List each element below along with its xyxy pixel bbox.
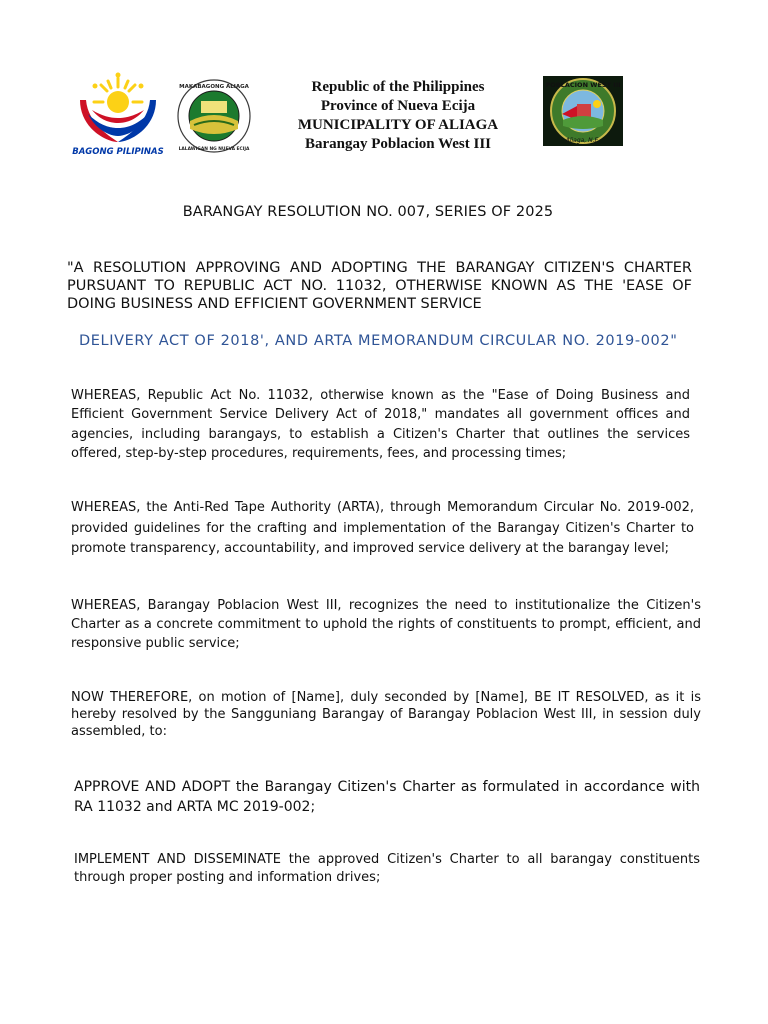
document-letterhead bbox=[270, 78, 526, 154]
whereas-clause-1: WHEREAS, Republic Act No. 11032, otherwise known as the "Ease of Doing Business and Efficient Government Service Delivery Act of 2018," mandates all government offices and agencies, including barangays, to establish a Citizen's Charter that outlines the services offered, step-by-step procedures, requirements, fees, and processing times; bbox=[71, 388, 690, 461]
letterhead-republic: Republic of the Philippines bbox=[311, 79, 485, 95]
now-therefore-clause: NOW THEREFORE, on motion of [Name], duly seconded by [Name], BE IT RESOLVED, as it is hereby resolved by the Sangguniang Barangay of Barangay Poblacion West III, in session duly assembled, to: bbox=[71, 690, 701, 739]
letterhead-province: Province of Nueva Ecija bbox=[320, 98, 476, 114]
makabagong-aliaga-seal bbox=[174, 79, 254, 153]
resolution-heading: "A RESOLUTION APPROVING AND ADOPTING THE BARANGAY CITIZEN'S CHARTER PURSUANT TO REPUBLIC ACT NO. 11032, OTHERWISE KNOWN AS THE 'EASE OF DOING BUSINESS AND EFFICIENT GOVERNMENT SERVICE bbox=[67, 260, 692, 312]
seal-bottom-text: LALAWIGAN NG NUEVA ECIJA bbox=[178, 147, 250, 152]
pw-seal-top-text: POBLACION WEST III bbox=[545, 81, 621, 89]
bagong-pilipinas-logo bbox=[66, 72, 170, 158]
whereas-clause-3: WHEREAS, Barangay Poblacion West III, recognizes the need to institutionalize the Citizen's Charter as a concrete commitment to uphold the rights of constituents to prompt, efficient, and responsive public service; bbox=[71, 598, 701, 651]
letterhead-municipality: MUNICIPALITY OF ALIAGA bbox=[297, 117, 499, 133]
pw-seal-bottom-text: Aliaga, N.E. bbox=[565, 137, 601, 144]
letterhead-barangay: Barangay Poblacion West III bbox=[305, 136, 491, 152]
resolution-heading-continued: DELIVERY ACT OF 2018', AND ARTA MEMORANDUM CIRCULAR NO. 2019-002" bbox=[79, 333, 678, 349]
seal-top-text: MAKABAGONG ALIAGA bbox=[179, 84, 249, 90]
sun-icon bbox=[93, 73, 144, 114]
approve-and-adopt-clause: APPROVE AND ADOPT the Barangay Citizen's Charter as formulated in accordance with RA 11032 and ARTA MC 2019-002; bbox=[74, 779, 700, 815]
resolution-number: BARANGAY RESOLUTION NO. 007, SERIES OF 2025 bbox=[182, 204, 554, 220]
bagong-pilipinas-wordmark: BAGONG PILIPINAS bbox=[72, 147, 164, 157]
implement-and-disseminate-clause: IMPLEMENT AND DISSEMINATE the approved Citizen's Charter to all barangay constituents through proper posting and information drives; bbox=[74, 852, 700, 885]
whereas-clause-2: WHEREAS, the Anti-Red Tape Authority (ARTA), through Memorandum Circular No. 2019-002, provided guidelines for the crafting and implementation of the Barangay Citizen's Charter to promote transparency, accountability, and improved service delivery at the barangay level; bbox=[71, 500, 694, 556]
poblacion-west-iii-seal bbox=[543, 76, 623, 146]
